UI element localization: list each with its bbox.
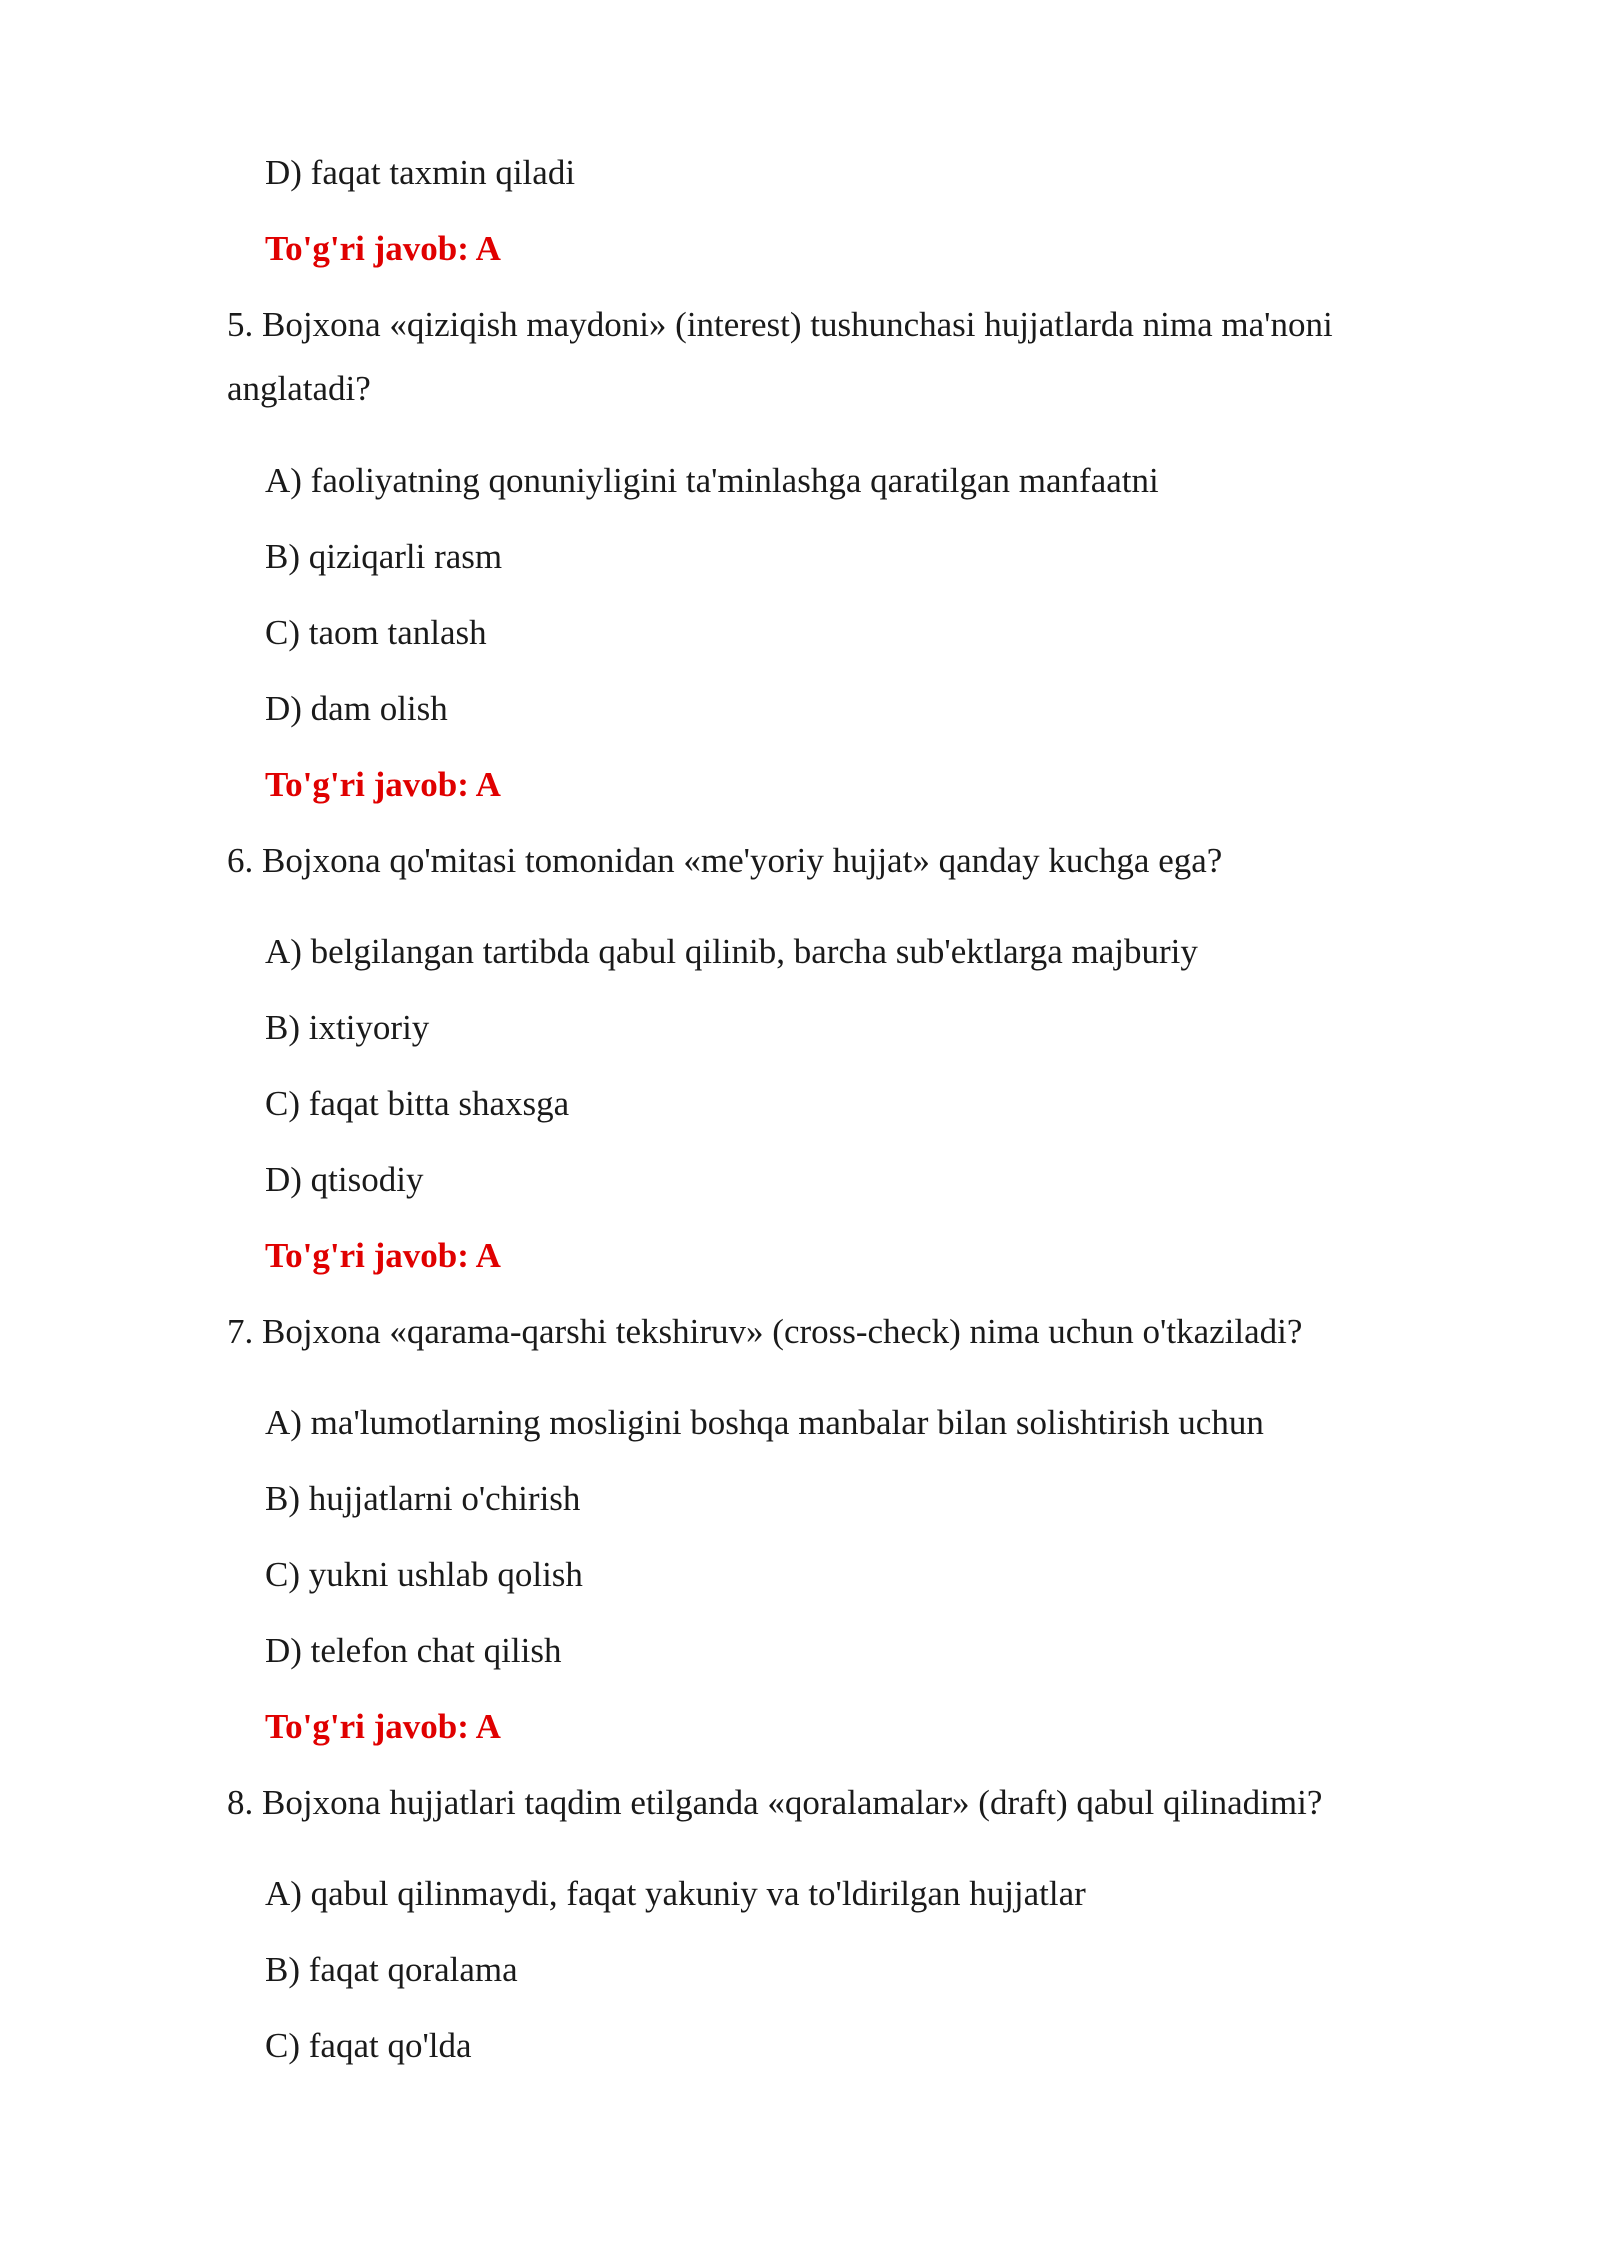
question-7-option-a: A) ma'lumotlarning mosligini boshqa manbalar bilan solishtirish uchun <box>265 1403 1264 1442</box>
question-5-text: 5. Bojxona «qiziqish maydoni» (interest) tushunchasi hujjatlarda nima ma'noni <box>227 305 1333 344</box>
question-5-option-b: B) qiziqarli rasm <box>265 537 503 576</box>
question-7-option-c: C) yukni ushlab qolish <box>265 1555 583 1594</box>
question-8-option-b: B) faqat qoralama <box>265 1950 518 1989</box>
question-8-option-a: A) qabul qilinmaydi, faqat yakuniy va to'ldirilgan hujjatlar <box>265 1874 1086 1913</box>
question-7-text: 7. Bojxona «qarama-qarshi tekshiruv» (cross-check) nima uchun o'tkaziladi? <box>227 1312 1303 1351</box>
option-d-prev: D) faqat taxmin qiladi <box>265 153 576 192</box>
question-6-option-a: A) belgilangan tartibda qabul qilinib, barcha sub'ektlarga majburiy <box>265 932 1198 971</box>
question-6-option-d: D) qtisodiy <box>265 1160 424 1199</box>
question-5-option-d: D) dam olish <box>265 689 448 728</box>
question-8-option-c: C) faqat qo'lda <box>265 2026 472 2065</box>
question-5-text-cont: anglatadi? <box>227 369 371 408</box>
question-6-answer: To'g'ri javob: A <box>265 1236 501 1275</box>
question-7-option-d: D) telefon chat qilish <box>265 1631 562 1670</box>
question-8-text: 8. Bojxona hujjatlari taqdim etilganda «qoralamalar» (draft) qabul qilinadimi? <box>227 1783 1323 1822</box>
question-6-option-b: B) ixtiyoriy <box>265 1008 430 1047</box>
question-5-option-c: C) taom tanlash <box>265 613 487 652</box>
question-7-answer: To'g'ri javob: A <box>265 1707 501 1746</box>
question-7-option-b: B) hujjatlarni o'chirish <box>265 1479 581 1518</box>
correct-answer-prev: To'g'ri javob: A <box>265 229 501 268</box>
question-6-text: 6. Bojxona qo'mitasi tomonidan «me'yoriy hujjat» qanday kuchga ega? <box>227 841 1223 880</box>
question-6-option-c: C) faqat bitta shaxsga <box>265 1084 570 1123</box>
question-5-option-a: A) faoliyatning qonuniyligini ta'minlashga qaratilgan manfaatni <box>265 461 1159 500</box>
question-5-answer: To'g'ri javob: A <box>265 765 501 804</box>
